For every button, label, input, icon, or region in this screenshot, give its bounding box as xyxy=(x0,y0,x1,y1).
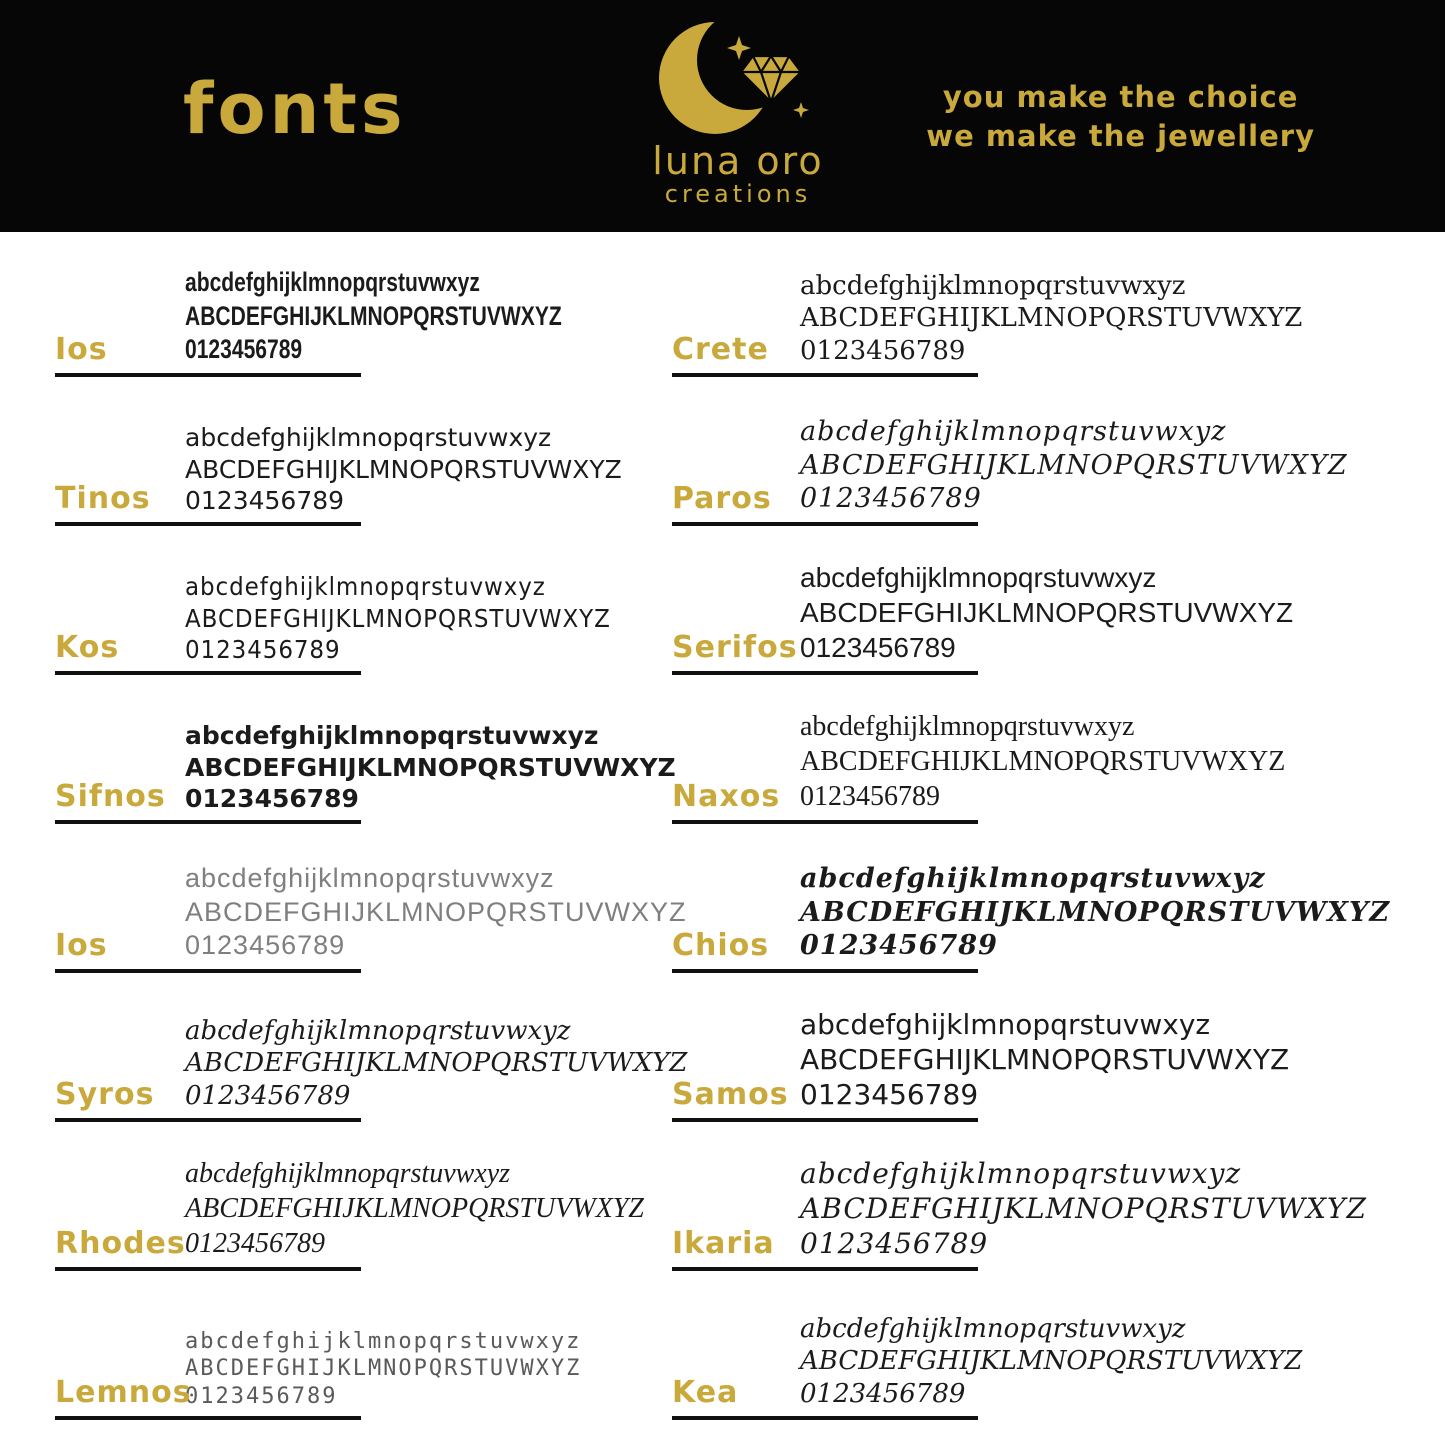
sample-lowercase: abcdefghijklmnopqrstuvwxyz xyxy=(800,415,1227,447)
font-sample-block xyxy=(800,1007,1289,1112)
font-sample-entry xyxy=(55,691,676,840)
font-sample-entry xyxy=(672,840,1392,989)
underline-rule xyxy=(672,1267,978,1271)
sample-uppercase: ABCDEFGHIJKLMNOPQRSTUVWXYZ xyxy=(185,1356,582,1381)
sample-uppercase: ABCDEFGHIJKLMNOPQRSTUVWXYZ xyxy=(800,303,1303,333)
font-name-label: Ios xyxy=(55,332,108,367)
sample-uppercase: ABCDEFGHIJKLMNOPQRSTUVWXYZ xyxy=(800,597,1294,628)
font-sample-entry xyxy=(672,691,1392,840)
font-sample-block xyxy=(800,1156,1367,1261)
sample-digits: 0123456789 xyxy=(185,634,341,664)
moon-diamond-icon xyxy=(643,14,833,146)
font-sample-block xyxy=(185,1156,644,1261)
sample-lowercase: abcdefghijklmnopqrstuvwxyz xyxy=(185,1015,571,1046)
sample-digits: 0123456789 xyxy=(800,1378,966,1409)
font-sample-block xyxy=(800,560,1293,665)
font-name-label: Sifnos xyxy=(55,779,166,814)
tagline-line2: we make the jewellery xyxy=(926,119,1315,154)
font-sample-block xyxy=(800,270,1302,368)
sample-lowercase: abcdefghijklmnopqrstuvwxyz xyxy=(800,562,1157,593)
underline-rule xyxy=(672,671,978,675)
font-sample-entry xyxy=(672,1287,1392,1436)
sample-lowercase: abcdefghijklmnopqrstuvwxyz xyxy=(800,1008,1211,1041)
sample-uppercase: ABCDEFGHIJKLMNOPQRSTUVWXYZ xyxy=(800,449,1348,481)
font-sample-entry xyxy=(55,1138,672,1287)
underline-rule xyxy=(672,969,978,973)
font-sample-entry xyxy=(672,244,1392,393)
sample-uppercase: ABCDEFGHIJKLMNOPQRSTUVWXYZ xyxy=(185,300,562,331)
underline-rule xyxy=(55,969,361,973)
font-name-label: Tinos xyxy=(55,481,151,516)
sample-uppercase: ABCDEFGHIJKLMNOPQRSTUVWXYZ xyxy=(185,1193,644,1224)
sample-digits: 0123456789 xyxy=(185,783,359,813)
font-name-label: Lemnos xyxy=(55,1375,192,1410)
underline-rule xyxy=(55,671,361,675)
font-name-label: Crete xyxy=(672,332,769,367)
sample-lowercase: abcdefghijklmnopqrstuvwxyz xyxy=(185,1328,582,1354)
font-sample-block xyxy=(800,415,1348,516)
font-name-label: Samos xyxy=(672,1077,789,1112)
underline-rule xyxy=(672,1416,978,1420)
sample-digits: 0123456789 xyxy=(800,1227,989,1260)
sample-lowercase: abcdefghijklmnopqrstuvwxyz xyxy=(800,711,1135,742)
tagline xyxy=(926,78,1315,156)
sample-uppercase: ABCDEFGHIJKLMNOPQRSTUVWXYZ xyxy=(800,1192,1367,1225)
font-name-label: Naxos xyxy=(672,779,781,814)
sample-lowercase: abcdefghijklmnopqrstuvwxyz xyxy=(800,1157,1242,1190)
sample-uppercase: ABCDEFGHIJKLMNOPQRSTUVWXYZ xyxy=(800,1346,1303,1376)
sample-uppercase: ABCDEFGHIJKLMNOPQRSTUVWXYZ xyxy=(185,896,687,927)
header-banner xyxy=(0,0,1445,232)
sample-lowercase: abcdefghijklmnopqrstuvwxyz xyxy=(185,572,546,602)
fonts-column-right xyxy=(672,244,1392,1436)
sample-lowercase: abcdefghijklmnopqrstuvwxyz xyxy=(800,270,1186,301)
sample-lowercase: abcdefghijklmnopqrstuvwxyz xyxy=(185,721,599,751)
font-name-label: Syros xyxy=(55,1077,155,1112)
sample-digits: 0123456789 xyxy=(800,632,956,663)
font-sample-entry xyxy=(55,1287,672,1436)
font-sample-entry xyxy=(672,542,1392,691)
sample-digits: 0123456789 xyxy=(185,485,345,515)
font-sample-entry xyxy=(672,393,1392,542)
sample-uppercase: ABCDEFGHIJKLMNOPQRSTUVWXYZ xyxy=(185,752,676,782)
underline-rule xyxy=(55,1118,361,1122)
brand-subtitle: creations xyxy=(664,180,812,208)
font-sample-block xyxy=(185,1015,687,1113)
font-sample-entry xyxy=(672,989,1392,1138)
sample-lowercase: abcdefghijklmnopqrstuvwxyz xyxy=(800,1313,1186,1344)
fonts-column-left xyxy=(55,244,688,1436)
font-name-label: Kea xyxy=(672,1375,739,1410)
font-name-label: Serifos xyxy=(672,630,798,665)
font-sample-entry xyxy=(672,1138,1392,1287)
sample-uppercase: ABCDEFGHIJKLMNOPQRSTUVWXYZ xyxy=(800,746,1286,777)
fonts-grid xyxy=(55,244,1445,1436)
font-sample-block xyxy=(185,1328,581,1411)
font-sample-block xyxy=(800,862,1390,963)
underline-rule xyxy=(55,1267,361,1271)
font-sample-entry xyxy=(55,244,672,393)
page-title: fonts xyxy=(183,68,407,150)
underline-rule xyxy=(55,820,361,824)
sample-digits: 0123456789 xyxy=(800,483,982,515)
underline-rule xyxy=(55,1416,361,1420)
font-sample-block xyxy=(800,1313,1302,1411)
sample-digits: 0123456789 xyxy=(185,1228,325,1259)
font-sample-entry xyxy=(55,542,672,691)
font-sample-block xyxy=(185,266,562,367)
sample-lowercase: abcdefghijklmnopqrstuvwxyz xyxy=(185,862,555,893)
sample-digits: 0123456789 xyxy=(185,1080,351,1111)
sample-digits: 0123456789 xyxy=(800,781,940,812)
sample-lowercase: abcdefghijklmnopqrstuvwxyz xyxy=(185,1158,511,1189)
underline-rule xyxy=(672,522,978,526)
tagline-line1: you make the choice xyxy=(942,80,1299,114)
font-name-label: Kos xyxy=(55,630,120,665)
sample-digits: 0123456789 xyxy=(185,930,346,961)
sample-uppercase: ABCDEFGHIJKLMNOPQRSTUVWXYZ xyxy=(185,454,622,484)
sample-uppercase: ABCDEFGHIJKLMNOPQRSTUVWXYZ xyxy=(800,1043,1290,1076)
font-name-label: Rhodes xyxy=(55,1226,186,1261)
sample-lowercase: abcdefghijklmnopqrstuvwxyz xyxy=(185,266,480,297)
font-sample-block xyxy=(185,720,676,814)
brand-logo xyxy=(618,14,858,224)
font-sample-block xyxy=(185,571,611,665)
font-sample-entry xyxy=(55,989,688,1138)
underline-rule xyxy=(672,820,978,824)
font-name-label: Paros xyxy=(672,481,772,516)
font-name-label: Ios xyxy=(55,928,108,963)
sample-lowercase: abcdefghijklmnopqrstuvwxyz xyxy=(185,423,552,453)
sample-digits: 0123456789 xyxy=(800,930,998,962)
sample-digits: 0123456789 xyxy=(800,335,966,366)
font-sample-entry xyxy=(55,393,672,542)
font-name-label: Ikaria xyxy=(672,1226,775,1261)
sample-digits: 0123456789 xyxy=(185,1383,338,1409)
brand-name: luna oro xyxy=(652,139,824,183)
sample-uppercase: ABCDEFGHIJKLMNOPQRSTUVWXYZ xyxy=(185,1048,688,1078)
font-sample-block xyxy=(185,862,687,963)
sample-digits: 0123456789 xyxy=(800,1078,979,1111)
font-sample-block xyxy=(185,422,622,516)
sample-uppercase: ABCDEFGHIJKLMNOPQRSTUVWXYZ xyxy=(800,896,1391,928)
underline-rule xyxy=(672,1118,978,1122)
font-name-label: Chios xyxy=(672,928,770,963)
sample-lowercase: abcdefghijklmnopqrstuvwxyz xyxy=(800,862,1266,894)
underline-rule xyxy=(55,522,361,526)
sample-digits: 0123456789 xyxy=(185,334,303,365)
sample-uppercase: ABCDEFGHIJKLMNOPQRSTUVWXYZ xyxy=(185,603,611,633)
underline-rule xyxy=(672,373,978,377)
font-sample-entry xyxy=(55,840,687,989)
underline-rule xyxy=(55,373,361,377)
font-sample-block xyxy=(800,709,1285,814)
